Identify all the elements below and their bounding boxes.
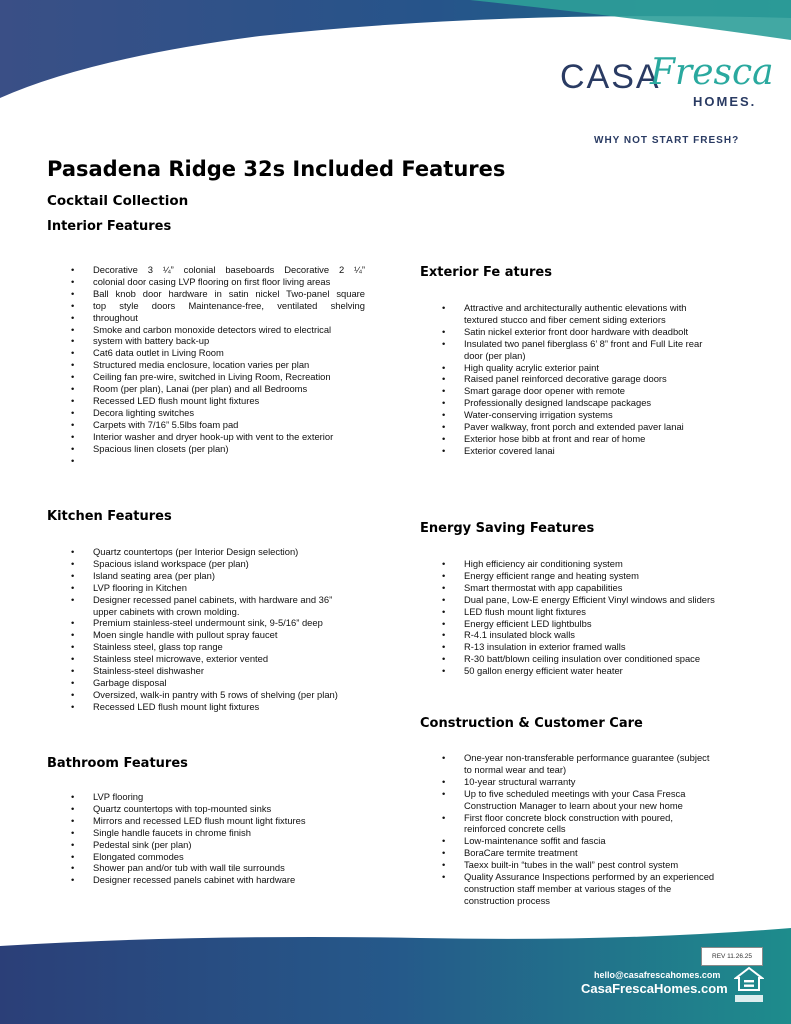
page-title: Pasadena Ridge 32s Included Features	[47, 157, 506, 181]
feature-text: Designer recessed panel cabinets, with hardware and 36”	[93, 593, 333, 605]
feature-text: Mirrors and recessed LED flush mount light fixtures	[93, 814, 306, 826]
bathroom-feature-item	[47, 862, 387, 874]
bullet-icon: •	[442, 337, 446, 349]
bullet-icon: •	[71, 557, 75, 569]
feature-text: Exterior hose bibb at front and rear of home	[464, 432, 646, 444]
kitchen-heading: Kitchen Features	[47, 509, 172, 524]
feature-text: Pedestal sink (per plan)	[93, 838, 192, 850]
feature-text: 50 gallon energy efficient water heater	[464, 665, 623, 677]
kitchen-feature-item	[47, 606, 387, 618]
energy-feature-item	[420, 618, 780, 630]
bullet-icon: •	[442, 629, 446, 641]
interior-heading: Interior Features	[47, 219, 172, 234]
bullet-icon: •	[71, 383, 75, 395]
bullet-icon: •	[71, 700, 75, 712]
exterior-feature-item	[420, 362, 780, 374]
construction-feature-item	[420, 835, 780, 847]
bullet-icon: •	[442, 361, 446, 373]
bullet-icon: •	[442, 409, 446, 421]
interior-feature-item	[47, 288, 365, 300]
feature-text: R-30 batt/blown ceiling insulation over conditioned space	[464, 653, 701, 665]
energy-feature-item	[420, 570, 780, 582]
bullet-icon: •	[71, 347, 75, 359]
exterior-feature-item	[420, 302, 780, 314]
bullet-icon: •	[442, 752, 446, 763]
feature-text: Water-conserving irrigation systems	[464, 409, 613, 421]
logo-fresca-text: Fresca	[650, 52, 774, 93]
feature-text: Oversized, walk-in pantry with 5 rows of shelving (per plan)	[93, 688, 338, 700]
bullet-icon: •	[71, 442, 75, 454]
bullet-icon: •	[442, 558, 446, 569]
bullet-icon: •	[71, 311, 75, 323]
interior-feature-item	[47, 335, 365, 347]
feature-text: system with battery back-up	[93, 335, 210, 347]
feature-text: upper cabinets with crown molding.	[93, 605, 240, 617]
bullet-icon: •	[442, 302, 446, 313]
interior-features-list	[47, 264, 365, 466]
feature-text: Garbage disposal	[93, 676, 167, 688]
feature-text: LVP flooring	[93, 791, 144, 802]
energy-feature-item	[420, 665, 780, 677]
bullet-icon: •	[71, 569, 75, 581]
bullet-icon: •	[442, 373, 446, 385]
interior-feature-item	[47, 324, 365, 336]
interior-feature-item	[47, 347, 365, 359]
energy-feature-item	[420, 629, 780, 641]
bullet-icon: •	[71, 802, 75, 814]
bullet-icon: •	[442, 775, 446, 787]
feature-text: construction staff member at various stages of the	[464, 882, 672, 894]
feature-text: Insulated two panel fiberglass 6’ 8” front and Full Lite rear	[464, 337, 703, 349]
feature-text: One-year non-transferable performance guarantee (subject	[464, 752, 710, 763]
construction-feature-item	[420, 800, 780, 812]
kitchen-feature-item	[47, 617, 387, 629]
kitchen-feature-item	[47, 594, 387, 606]
feature-text: Room (per plan), Lanai (per plan) and all Bedrooms	[93, 383, 308, 395]
feature-text: R-13 insulation in exterior framed walls	[464, 641, 626, 653]
construction-features-list	[420, 752, 780, 907]
feature-text: High quality acrylic exterior paint	[464, 361, 599, 373]
feature-text: Attractive and architecturally authentic elevations with	[464, 302, 687, 313]
interior-feature-item	[47, 419, 365, 431]
feature-text: colonial door casing LVP flooring on first floor living areas	[93, 275, 331, 287]
feature-text: Low-maintenance soffit and fascia	[464, 835, 606, 847]
revision-stamp: REV 11.26.25	[701, 947, 763, 966]
feature-text: Quartz countertops (per Interior Design selection)	[93, 546, 299, 557]
logo-casa-text: CASA	[560, 58, 661, 96]
bullet-icon: •	[71, 676, 75, 688]
bullet-icon: •	[442, 581, 446, 593]
bullet-icon: •	[71, 371, 75, 383]
energy-feature-item	[420, 582, 780, 594]
feature-text: construction process	[464, 894, 550, 906]
bullet-icon: •	[71, 653, 75, 665]
exterior-feature-item	[420, 445, 780, 457]
bullet-icon: •	[442, 859, 446, 871]
feature-text: Quality Assurance Inspections performed by an experienced	[464, 871, 715, 883]
construction-feature-item	[420, 883, 780, 895]
interior-feature-item	[47, 359, 365, 371]
bullet-icon: •	[71, 430, 75, 442]
bullet-icon: •	[71, 593, 75, 605]
bullet-icon: •	[71, 688, 75, 700]
bullet-icon: •	[71, 418, 75, 430]
bullet-icon: •	[71, 862, 75, 874]
bullet-icon: •	[71, 791, 75, 802]
bullet-icon: •	[71, 826, 75, 838]
bathroom-feature-item	[47, 827, 387, 839]
equal-housing-icon	[734, 966, 764, 1004]
website-link[interactable]: CasaFrescaHomes.com	[581, 981, 728, 996]
exterior-heading: Exterior Fe atures	[420, 265, 552, 280]
feature-text: Energy efficient range and heating system	[464, 569, 639, 581]
bullet-icon: •	[442, 811, 446, 823]
bullet-icon: •	[71, 850, 75, 862]
feature-text: Energy efficient LED lightbulbs	[464, 617, 592, 629]
bathroom-heading: Bathroom Features	[47, 756, 188, 771]
exterior-feature-item	[420, 338, 780, 350]
construction-feature-item	[420, 847, 780, 859]
feature-text: Single handle faucets in chrome finish	[93, 826, 251, 838]
energy-feature-item	[420, 641, 780, 653]
kitchen-feature-item	[47, 641, 387, 653]
bullet-icon: •	[442, 641, 446, 653]
construction-feature-item	[420, 776, 780, 788]
bullet-icon: •	[442, 385, 446, 397]
energy-feature-item	[420, 653, 780, 665]
bullet-icon: •	[71, 406, 75, 418]
bullet-icon: •	[71, 629, 75, 641]
construction-feature-item	[420, 812, 780, 824]
feature-text: Moen single handle with pullout spray faucet	[93, 629, 278, 641]
kitchen-feature-item	[47, 582, 387, 594]
feature-text: Quartz countertops with top-mounted sinks	[93, 802, 272, 814]
feature-text: Carpets with 7/16” 5.5lbs foam pad	[93, 418, 239, 430]
kitchen-feature-item	[47, 701, 387, 713]
bullet-icon: •	[71, 665, 75, 677]
feature-text: 10-year structural warranty	[464, 775, 576, 787]
feature-text: Designer recessed panels cabinet with hardware	[93, 874, 296, 886]
construction-feature-item	[420, 823, 780, 835]
feature-text: Dual pane, Low-E energy Efficient Vinyl windows and sliders	[464, 593, 715, 605]
construction-feature-item	[420, 764, 780, 776]
energy-feature-item	[420, 558, 780, 570]
feature-text: Paver walkway, front porch and extended paver lanai	[464, 421, 684, 433]
exterior-feature-item	[420, 421, 780, 433]
feature-text: Premium stainless-steel undermount sink, 9-5/16” deep	[93, 617, 323, 629]
interior-feature-item	[47, 431, 365, 443]
bullet-icon: •	[442, 787, 446, 799]
construction-feature-item	[420, 895, 780, 907]
bullet-icon: •	[71, 275, 75, 287]
feature-text: Ceiling fan pre-wire, switched in Living Room, Recreation	[93, 371, 331, 383]
exterior-feature-item	[420, 433, 780, 445]
casa-fresca-logo	[560, 52, 774, 116]
bullet-icon: •	[71, 617, 75, 629]
energy-features-list	[420, 558, 780, 677]
kitchen-feature-item	[47, 546, 387, 558]
feature-text: Recessed LED flush mount light fixtures	[93, 394, 260, 406]
energy-feature-item	[420, 594, 780, 606]
bathroom-feature-item	[47, 851, 387, 863]
feature-text: R-4.1 insulated block walls	[464, 629, 575, 641]
bullet-icon: •	[442, 432, 446, 444]
feature-text: First floor concrete block construction with poured,	[464, 811, 673, 823]
collection-name: Cocktail Collection	[47, 193, 189, 209]
bathroom-feature-item	[47, 839, 387, 851]
energy-heading: Energy Saving Features	[420, 521, 595, 536]
kitchen-feature-item	[47, 629, 387, 641]
tagline: WHY NOT START FRESH?	[594, 135, 740, 146]
interior-feature-item	[47, 443, 365, 455]
kitchen-features-list	[47, 546, 387, 713]
bullet-icon: •	[442, 653, 446, 665]
kitchen-feature-item	[47, 689, 387, 701]
feature-text: Taexx built-in “tubes in the wall” pest control system	[464, 859, 679, 871]
kitchen-feature-item	[47, 558, 387, 570]
bullet-icon: •	[442, 444, 446, 456]
bathroom-features-list	[47, 791, 387, 886]
feature-text: Spacious linen closets (per plan)	[93, 442, 229, 454]
energy-feature-item	[420, 606, 780, 618]
bullet-icon: •	[442, 593, 446, 605]
feature-text: High efficiency air conditioning system	[464, 558, 623, 569]
kitchen-feature-item	[47, 677, 387, 689]
feature-text: Smart thermostat with app capabilities	[464, 581, 623, 593]
bullet-icon: •	[71, 394, 75, 406]
feature-text: Raised panel reinforced decorative garage doors	[464, 373, 667, 385]
feature-text: LVP flooring in Kitchen	[93, 581, 187, 593]
exterior-feature-item	[420, 385, 780, 397]
feature-text: Up to five scheduled meetings with your Casa Fresca	[464, 787, 686, 799]
bullet-icon: •	[442, 835, 446, 847]
feature-text: Spacious island workspace (per plan)	[93, 557, 249, 569]
interior-feature-item	[47, 264, 365, 276]
interior-feature-item	[47, 407, 365, 419]
feature-text: Stainless steel microwave, exterior vented	[93, 653, 269, 665]
feature-text: Cat6 data outlet in Living Room	[93, 347, 224, 359]
feature-text: reinforced concrete cells	[464, 823, 566, 835]
bullet-icon: •	[442, 569, 446, 581]
bullet-icon: •	[442, 847, 446, 859]
kitchen-feature-item	[47, 665, 387, 677]
exterior-feature-item	[420, 409, 780, 421]
feature-text: Shower pan and/or tub with wall tile surrounds	[93, 862, 285, 874]
bullet-icon: •	[71, 581, 75, 593]
interior-feature-item	[47, 276, 365, 288]
exterior-feature-item	[420, 350, 780, 362]
exterior-feature-item	[420, 373, 780, 385]
feature-text: Decora lighting switches	[93, 406, 195, 418]
feature-text: BoraCare termite treatment	[464, 847, 578, 859]
bullet-icon: •	[71, 874, 75, 886]
feature-text: top style doors Maintenance-free, ventilated shelving	[93, 299, 365, 311]
bullet-icon: •	[442, 325, 446, 337]
feature-text: door (per plan)	[464, 349, 526, 361]
exterior-feature-item	[420, 314, 780, 326]
kitchen-feature-item	[47, 653, 387, 665]
construction-feature-item	[420, 752, 780, 764]
interior-feature-item	[47, 383, 365, 395]
bullet-icon: •	[71, 454, 75, 466]
feature-text: Structured media enclosure, location varies per plan	[93, 359, 310, 371]
bullet-icon: •	[442, 605, 446, 617]
feature-text: LED flush mount light fixtures	[464, 605, 586, 617]
bullet-icon: •	[71, 323, 75, 335]
feature-text: to normal wear and tear)	[464, 763, 567, 775]
bathroom-feature-item	[47, 815, 387, 827]
feature-text: Smart garage door opener with remote	[464, 385, 626, 397]
interior-feature-item	[47, 300, 365, 312]
feature-text: Decorative 3 ¼” colonial baseboards Decorative 2 ¼”	[93, 264, 365, 275]
construction-feature-item	[420, 859, 780, 871]
feature-text: Smoke and carbon monoxide detectors wired to electrical	[93, 323, 332, 335]
bullet-icon: •	[71, 287, 75, 299]
feature-text: textured stucco and fiber cement siding exteriors	[464, 313, 666, 325]
feature-text: Island seating area (per plan)	[93, 569, 215, 581]
bullet-icon: •	[71, 641, 75, 653]
bullet-icon: •	[71, 359, 75, 371]
feature-text: Stainless steel, glass top range	[93, 641, 223, 653]
feature-text: Stainless-steel dishwasher	[93, 665, 204, 677]
logo-homes-text: HOMES.	[693, 94, 757, 109]
contact-email[interactable]: hello@casafrescahomes.com	[594, 970, 721, 980]
feature-text: Ball knob door hardware in satin nickel Two-panel square	[93, 287, 365, 299]
exterior-features-list	[420, 302, 780, 457]
bathroom-feature-item	[47, 874, 387, 886]
bullet-icon: •	[71, 838, 75, 850]
bullet-icon: •	[71, 546, 75, 557]
feature-text: Recessed LED flush mount light fixtures	[93, 700, 260, 712]
bullet-icon: •	[442, 665, 446, 677]
exterior-feature-item	[420, 326, 780, 338]
interior-feature-item	[47, 395, 365, 407]
bullet-icon: •	[71, 335, 75, 347]
bullet-icon: •	[442, 397, 446, 409]
bullet-icon: •	[71, 814, 75, 826]
exterior-feature-item	[420, 397, 780, 409]
bullet-icon: •	[71, 264, 75, 275]
kitchen-feature-item	[47, 570, 387, 582]
feature-text: Elongated commodes	[93, 850, 184, 862]
interior-feature-item	[47, 371, 365, 383]
construction-feature-item	[420, 788, 780, 800]
feature-text: throughout	[93, 311, 138, 323]
feature-text: Construction Manager to learn about your new home	[464, 799, 683, 811]
construction-heading: Construction & Customer Care	[420, 716, 643, 731]
interior-feature-item	[47, 312, 365, 324]
bullet-icon: •	[442, 421, 446, 433]
bathroom-feature-item	[47, 791, 387, 803]
bullet-icon: •	[442, 871, 446, 883]
construction-feature-item	[420, 871, 780, 883]
feature-text: Interior washer and dryer hook-up with vent to the exterior	[93, 430, 334, 442]
bullet-icon: •	[71, 299, 75, 311]
empty-bullet	[47, 455, 365, 467]
feature-text: Exterior covered lanai	[464, 444, 555, 456]
feature-text: Professionally designed landscape packages	[464, 397, 652, 409]
bathroom-feature-item	[47, 803, 387, 815]
bullet-icon: •	[442, 617, 446, 629]
feature-text: Satin nickel exterior front door hardware with deadbolt	[464, 325, 689, 337]
